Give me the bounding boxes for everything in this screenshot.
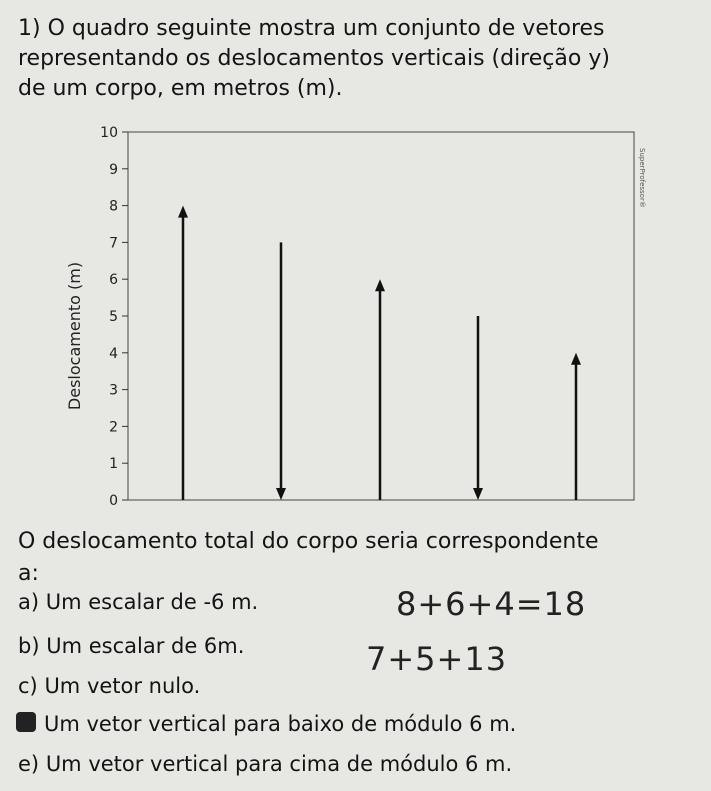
y-tick-label: 2 [109, 419, 118, 436]
y-tick-label: 7 [109, 235, 118, 252]
y-tick-label: 9 [109, 161, 118, 178]
y-tick-label: 1 [109, 456, 118, 473]
handwritten-sum-2: 7+5+13 [366, 640, 508, 678]
question-line-2: representando os deslocamentos verticais (direção y) [18, 46, 610, 71]
option-a [18, 590, 258, 614]
y-tick-label: 8 [109, 198, 118, 215]
option-c [18, 674, 200, 698]
displacement-chart [0, 118, 711, 518]
vector-arrowhead [375, 279, 385, 291]
vector-arrowhead [178, 206, 188, 218]
option-a-letter: a) [18, 590, 40, 614]
question-line-1: 1) O quadro seguinte mostra um conjunto de vetores [18, 16, 605, 41]
watermark-text: SuperProfessor® [638, 148, 646, 208]
option-b-text: Um escalar de 6m. [46, 634, 245, 658]
statement-line-2: a: [18, 561, 39, 586]
option-c-letter: c) [18, 674, 38, 698]
y-tick-label: 10 [100, 125, 118, 141]
vector-arrowhead [473, 488, 483, 500]
statement-line-1: O deslocamento total do corpo seria correspondente [18, 529, 599, 554]
vector-arrowhead [276, 488, 286, 500]
option-d-text: Um vetor vertical para baixo de módulo 6 m. [44, 712, 517, 736]
option-e-letter: e) [18, 752, 40, 776]
vector-arrowhead [571, 353, 581, 365]
option-e-text: Um vetor vertical para cima de módulo 6 m. [45, 752, 513, 776]
y-tick-label: 3 [109, 382, 118, 399]
y-tick-label: 0 [109, 493, 118, 509]
option-b-letter: b) [18, 634, 40, 658]
y-tick-label: 6 [109, 272, 118, 289]
y-tick-label: 4 [109, 345, 118, 362]
question-line-3: de um corpo, em metros (m). [18, 76, 343, 101]
selected-answer-mark [16, 712, 36, 732]
y-axis-label: Deslocamento (m) [65, 261, 84, 411]
y-tick-label: 5 [109, 309, 118, 325]
statement-text [18, 526, 599, 590]
option-c-text: Um vetor nulo. [44, 674, 201, 698]
question-text [18, 14, 698, 104]
option-e [18, 752, 512, 776]
handwritten-sum-1: 8+6+4=18 [396, 585, 587, 623]
option-a-text: Um escalar de -6 m. [45, 590, 259, 614]
option-d [44, 712, 516, 736]
option-b [18, 634, 244, 658]
